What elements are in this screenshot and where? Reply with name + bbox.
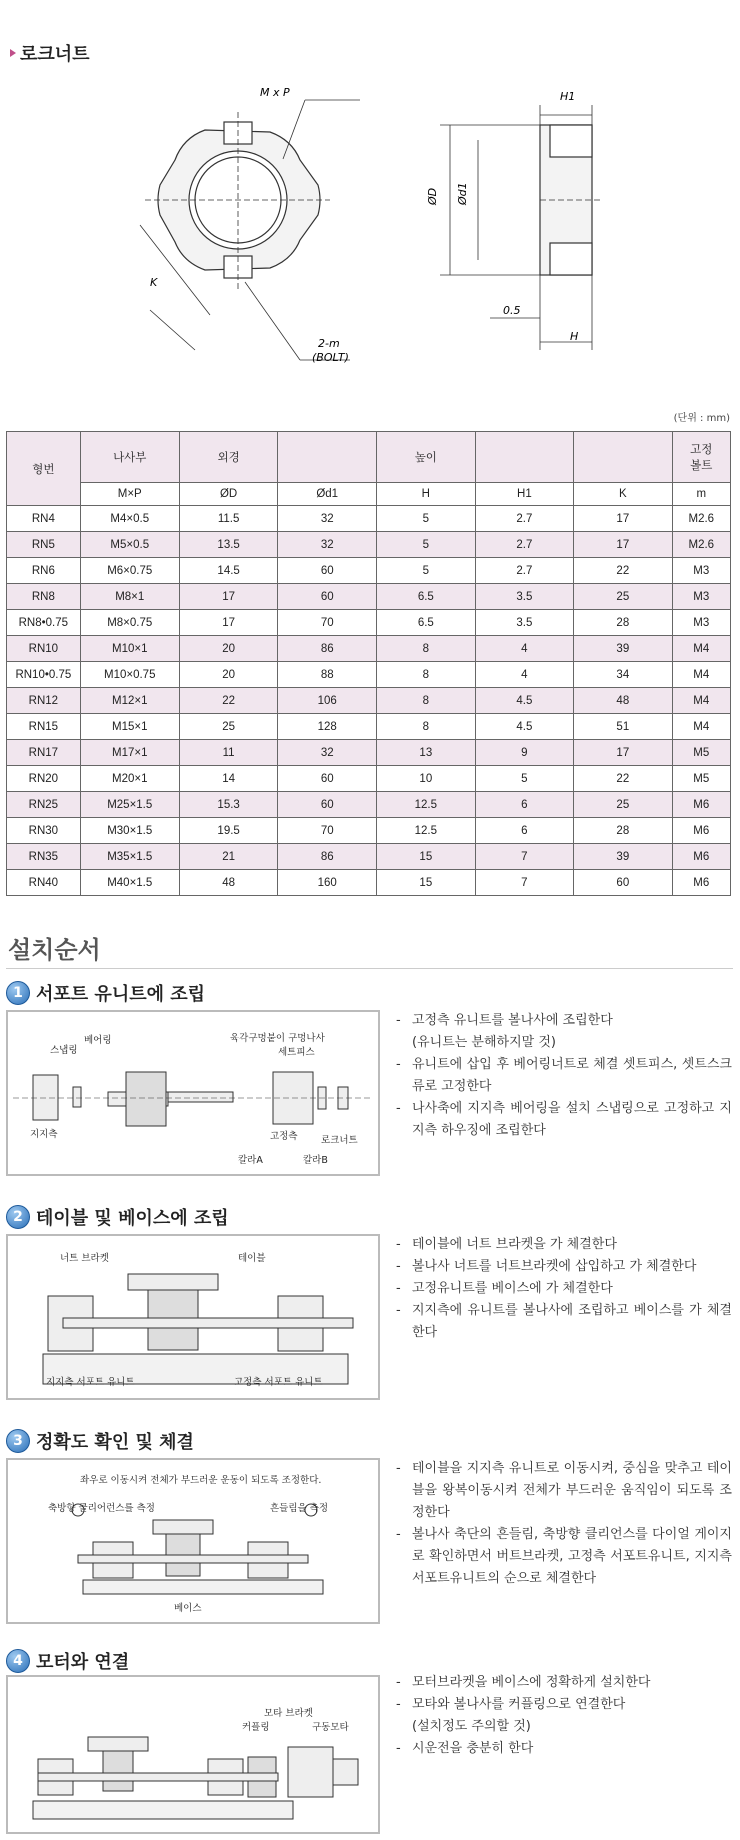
table-cell: 51 [574, 714, 672, 740]
list-item: - 볼나사 축단의 흔들림, 축방향 클리언스를 다이얼 게이지로 확인하면서 버트브라켓, 고정측 서포트유니트, 지지측 서포트유니트의 순으로 체결한다 [396, 1527, 732, 1586]
list-item: - 유니트에 삽입 후 베어링너트로 체결 셋트피스, 셋트스크류로 고정한다 [396, 1057, 732, 1094]
table-cell: 5 [377, 532, 476, 558]
table-cell: 14 [179, 766, 278, 792]
svg-text:H1: H1 [560, 90, 576, 103]
label: 고정측 [270, 1131, 298, 1142]
table-cell: 4.5 [475, 688, 573, 714]
table-cell: M10×1 [80, 636, 179, 662]
unit-note: (단위 : mm) [673, 413, 730, 424]
list-item: - 고정측 유니트를 볼나사에 조립한다 [396, 1013, 613, 1028]
table-cell: 60 [574, 870, 672, 896]
label: 스냅링 [50, 1045, 78, 1056]
table-cell: 8 [377, 714, 476, 740]
table-cell: 17 [574, 532, 672, 558]
table-cell: M3 [672, 584, 730, 610]
table-cell: 11.5 [179, 506, 278, 532]
table-cell: 86 [278, 844, 377, 870]
table-cell: 2.7 [475, 506, 573, 532]
table-cell: M17×1 [80, 740, 179, 766]
table-cell: M40×1.5 [80, 870, 179, 896]
table-cell: RN5 [7, 532, 81, 558]
subheader-cell: ØD [179, 483, 278, 506]
header-cell: 나사부 [80, 432, 179, 483]
divider [6, 968, 733, 969]
step-number-icon: 2 [6, 1205, 30, 1229]
table-cell: 5 [475, 766, 573, 792]
subheader-cell: Ød1 [278, 483, 377, 506]
step-3-instructions [396, 1458, 732, 1590]
table-cell: M3 [672, 558, 730, 584]
table-cell: 3.5 [475, 610, 573, 636]
list-item: - 고정유니트를 베이스에 가 체결한다 [396, 1281, 613, 1296]
svg-text:0.5: 0.5 [503, 304, 521, 317]
table-cell: 32 [278, 740, 377, 766]
step-number-icon: 3 [6, 1429, 30, 1453]
label: 칼라A [238, 1155, 263, 1166]
label: 축방향 클리어런스를 측정 [48, 1503, 155, 1514]
table-cell: 8 [377, 688, 476, 714]
table-cell: 60 [278, 792, 377, 818]
label: 모타 브라켓 [264, 1708, 313, 1719]
table-cell: 86 [278, 636, 377, 662]
table-cell: 3.5 [475, 584, 573, 610]
label: 커플링 [242, 1722, 270, 1733]
table-cell: 11 [179, 740, 278, 766]
motor-drawing [8, 1677, 378, 1832]
table-cell: M20×1 [80, 766, 179, 792]
table-cell: 15 [377, 844, 476, 870]
table-cell: M30×1.5 [80, 818, 179, 844]
table-cell: 32 [278, 532, 377, 558]
table-cell: 22 [574, 766, 672, 792]
svg-text:(BOLT): (BOLT) [312, 351, 349, 364]
step-3-title [6, 1428, 194, 1454]
table-cell: 22 [574, 558, 672, 584]
table-cell: RN10•0.75 [7, 662, 81, 688]
svg-text:H: H [570, 330, 579, 343]
table-cell: M8×1 [80, 584, 179, 610]
table-cell: 32 [278, 506, 377, 532]
svg-text:M x P: M x P [260, 86, 290, 99]
label: 지지측 서포트 유니트 [46, 1377, 135, 1388]
header-cell: 형번 [7, 432, 81, 506]
table-cell: RN15 [7, 714, 81, 740]
table-cell: 7 [475, 870, 573, 896]
label: 테이블 [238, 1253, 266, 1264]
label: 흔들림을 측정 [270, 1503, 329, 1514]
table-cell: M6 [672, 818, 730, 844]
header-cell [475, 432, 573, 483]
table-cell: 12.5 [377, 792, 476, 818]
subheader-cell: M×P [80, 483, 179, 506]
table-cell: RN40 [7, 870, 81, 896]
table-cell: M5 [672, 740, 730, 766]
step-3-diagram [6, 1458, 380, 1624]
table-cell: 70 [278, 610, 377, 636]
step-1-title [6, 980, 205, 1006]
step-4-diagram [6, 1675, 380, 1834]
header-cell [574, 432, 672, 483]
subheader-cell: m [672, 483, 730, 506]
table-cell: 48 [574, 688, 672, 714]
table-cell: M5 [672, 766, 730, 792]
step-2-diagram [6, 1234, 380, 1400]
table-cell: 14.5 [179, 558, 278, 584]
table-cell: 12.5 [377, 818, 476, 844]
table-cell: M8×0.75 [80, 610, 179, 636]
table-cell: 25 [574, 584, 672, 610]
table-cell: 160 [278, 870, 377, 896]
svg-text:K: K [150, 276, 158, 289]
table-cell: RN20 [7, 766, 81, 792]
label: 너트 브라켓 [60, 1253, 109, 1264]
table-cell: 6.5 [377, 610, 476, 636]
list-item: (설치정도 주의할 것) [412, 1719, 531, 1734]
table-row [7, 740, 731, 766]
table-row [7, 636, 731, 662]
table-cell: 15 [377, 870, 476, 896]
table-cell: 70 [278, 818, 377, 844]
table-row [7, 844, 731, 870]
table-cell: M35×1.5 [80, 844, 179, 870]
table-row [7, 818, 731, 844]
step-number-icon: 1 [6, 981, 30, 1005]
table-cell: 8 [377, 662, 476, 688]
table-cell: 20 [179, 636, 278, 662]
subheader-cell: K [574, 483, 672, 506]
subheader-cell: H1 [475, 483, 573, 506]
label: 육각구멍붙이 구멍나사 [230, 1033, 325, 1044]
table-cell: 4.5 [475, 714, 573, 740]
table-cell: 28 [574, 610, 672, 636]
table-cell: 128 [278, 714, 377, 740]
label: 고정측 서포트 유니트 [234, 1377, 323, 1388]
table-cell: 13.5 [179, 532, 278, 558]
list-item: - 나사축에 지지측 베어링을 설치 스냅링으로 고정하고 지지측 하우징에 조립한다 [396, 1101, 732, 1138]
list-item: - 모터브라켓을 베이스에 정확하게 설치한다 [396, 1675, 651, 1690]
table-header-row [7, 432, 731, 483]
table-row [7, 506, 731, 532]
table-cell: M3 [672, 610, 730, 636]
table-cell: 39 [574, 636, 672, 662]
table-cell: 39 [574, 844, 672, 870]
table-row [7, 766, 731, 792]
table-cell: M6 [672, 792, 730, 818]
table-cell: 34 [574, 662, 672, 688]
table-subheader-row [7, 483, 731, 506]
table-cell: RN17 [7, 740, 81, 766]
table-cell: M4 [672, 662, 730, 688]
step-1-diagram [6, 1010, 380, 1176]
table-cell: M12×1 [80, 688, 179, 714]
install-title: 설치순서 [8, 936, 101, 964]
table-cell: 10 [377, 766, 476, 792]
table-cell: 19.5 [179, 818, 278, 844]
table-cell: 13 [377, 740, 476, 766]
table-cell: 106 [278, 688, 377, 714]
table-cell: 7 [475, 844, 573, 870]
label: 베어링 [84, 1035, 112, 1046]
step-title-text: 테이블 및 베이스에 조립 [36, 1208, 229, 1229]
table-cell: M2.6 [672, 506, 730, 532]
table-row [7, 714, 731, 740]
header-cell [278, 432, 377, 483]
table-cell: RN12 [7, 688, 81, 714]
table-cell: 22 [179, 688, 278, 714]
table-cell: 6.5 [377, 584, 476, 610]
list-item: - 테이블을 지지측 유니트로 이동시켜, 중심을 맞추고 테이블을 왕복이동시켜 전체가 부드러운 움직임이 되도록 조정한다 [396, 1461, 732, 1520]
table-cell: 17 [574, 506, 672, 532]
table-cell: M6 [672, 844, 730, 870]
step-title-text: 정확도 확인 및 체결 [36, 1432, 194, 1453]
table-cell: 20 [179, 662, 278, 688]
table-row [7, 558, 731, 584]
step-1-instructions [396, 1010, 732, 1142]
table-cell: 9 [475, 740, 573, 766]
table-cell: 25 [179, 714, 278, 740]
locknut-drawing [0, 60, 740, 390]
triangle-bullet-icon [10, 49, 16, 57]
label: 로크너트 [321, 1135, 358, 1146]
table-cell: M6 [672, 870, 730, 896]
table-cell: RN30 [7, 818, 81, 844]
list-item: - 모타와 볼나사를 커플링으로 연결한다 [396, 1697, 626, 1712]
table-cell: 6 [475, 818, 573, 844]
table-cell: RN8•0.75 [7, 610, 81, 636]
table-cell: 15.3 [179, 792, 278, 818]
table-cell: M2.6 [672, 532, 730, 558]
list-item: - 시운전을 충분히 한다 [396, 1741, 534, 1756]
header-cell: 고정 볼트 [672, 432, 730, 483]
table-cell: RN4 [7, 506, 81, 532]
table-cell: 17 [574, 740, 672, 766]
table-cell: RN10 [7, 636, 81, 662]
header-cell: 높이 [377, 432, 476, 483]
table-cell: M4 [672, 636, 730, 662]
table-cell: 25 [574, 792, 672, 818]
step-4-instructions [396, 1672, 732, 1760]
table-cell: 60 [278, 558, 377, 584]
header-cell: 외경 [179, 432, 278, 483]
table-row [7, 688, 731, 714]
step-title-text: 서포트 유니트에 조립 [36, 984, 206, 1005]
table-cell: 60 [278, 766, 377, 792]
list-item: - 지지측에 유니트를 볼나사에 조립하고 베이스를 가 체결한다 [396, 1303, 732, 1340]
table-cell: 4 [475, 662, 573, 688]
table-cell: M6×0.75 [80, 558, 179, 584]
table-row [7, 584, 731, 610]
label: 좌우로 이동시켜 전체가 부드러운 운동이 되도록 조정한다. [80, 1475, 322, 1486]
table-cell: 48 [179, 870, 278, 896]
table-row [7, 662, 731, 688]
table-row [7, 792, 731, 818]
svg-text:ØD: ØD [426, 187, 439, 205]
table-cell: 17 [179, 610, 278, 636]
table-cell: M4 [672, 688, 730, 714]
table-cell: RN6 [7, 558, 81, 584]
table-cell: RN25 [7, 792, 81, 818]
locknut-spec-table [6, 431, 731, 896]
table-cell: M25×1.5 [80, 792, 179, 818]
table-cell: 88 [278, 662, 377, 688]
step-2-title [6, 1204, 229, 1230]
table-row [7, 870, 731, 896]
table-cell: 28 [574, 818, 672, 844]
step-4-title [6, 1648, 129, 1674]
label: 칼라B [303, 1155, 328, 1166]
table-cell: M15×1 [80, 714, 179, 740]
label: 지지측 [30, 1129, 58, 1140]
table-cell: RN8 [7, 584, 81, 610]
table-body [7, 506, 731, 896]
table-cell: 2.7 [475, 558, 573, 584]
label: 베이스 [174, 1603, 202, 1614]
label: 세트피스 [278, 1047, 315, 1058]
list-item: (유니트는 분해하지말 것) [412, 1035, 556, 1050]
table-cell: M10×0.75 [80, 662, 179, 688]
table-cell: 5 [377, 558, 476, 584]
table-cell: M5×0.5 [80, 532, 179, 558]
step-title-text: 모터와 연결 [36, 1652, 130, 1673]
step-2-instructions [396, 1234, 732, 1344]
table-cell: 21 [179, 844, 278, 870]
step-number-icon: 4 [6, 1649, 30, 1673]
section-title: 로크너트 [20, 44, 90, 65]
table-cell: M4×0.5 [80, 506, 179, 532]
table-cell: 6 [475, 792, 573, 818]
table-cell: 5 [377, 506, 476, 532]
label: 구동모타 [312, 1722, 349, 1733]
table-cell: 8 [377, 636, 476, 662]
table-cell: M4 [672, 714, 730, 740]
subheader-cell: H [377, 483, 476, 506]
table-row [7, 610, 731, 636]
table-cell: 60 [278, 584, 377, 610]
svg-text:Ød1: Ød1 [456, 182, 469, 205]
table-cell: 4 [475, 636, 573, 662]
table-cell: 2.7 [475, 532, 573, 558]
list-item: - 볼나사 너트를 너트브라켓에 삽입하고 가 체결한다 [396, 1259, 697, 1274]
list-item: - 테이블에 너트 브라켓을 가 체결한다 [396, 1237, 617, 1252]
table-cell: 17 [179, 584, 278, 610]
table-cell: RN35 [7, 844, 81, 870]
table-row [7, 532, 731, 558]
svg-text:2-m: 2-m [318, 337, 340, 350]
